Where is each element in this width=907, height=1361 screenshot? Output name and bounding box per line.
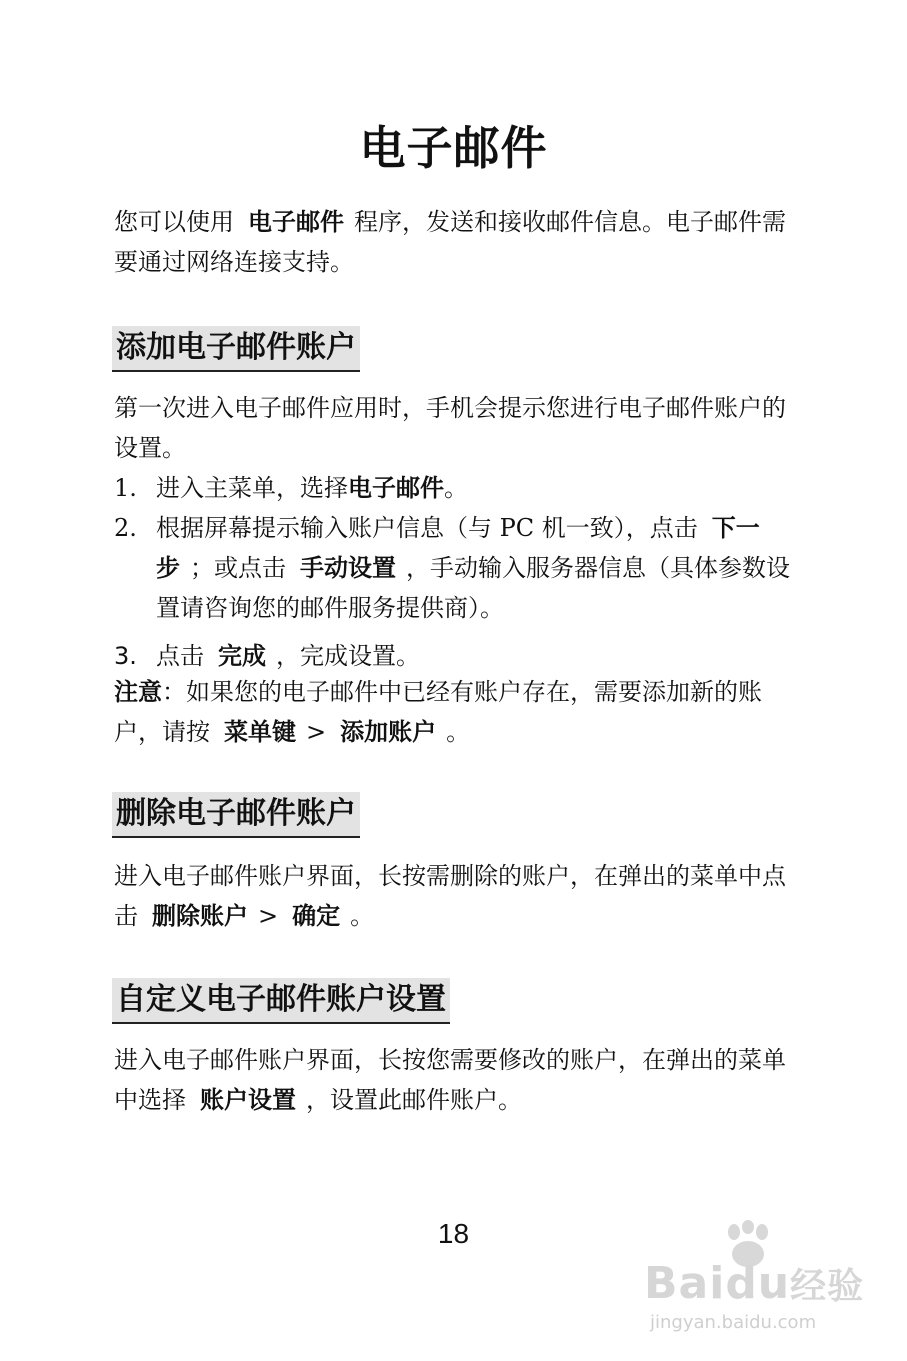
note-text: 如果您的电子邮件中已经有账户存在，需要添加新的账户，请按 bbox=[114, 678, 762, 746]
delete-separator: > bbox=[258, 902, 279, 930]
section-heading-add-account: 添加电子邮件账户 bbox=[112, 326, 360, 372]
delete-end: 。 bbox=[350, 902, 375, 930]
custom-settings-paragraph bbox=[114, 1040, 794, 1120]
step-text: 进入主菜单，选择 bbox=[156, 474, 348, 502]
brand-latin: Bai bbox=[644, 1258, 726, 1309]
intro-pre: 您可以使用 bbox=[114, 208, 234, 236]
section-heading-delete-account: 删除电子邮件账户 bbox=[112, 792, 360, 838]
step-text: 根据屏幕提示输入账户信息（与 PC 机一致），点击 bbox=[156, 514, 698, 542]
list-item bbox=[114, 636, 794, 676]
step-bold-term-2: 手动设置 bbox=[300, 554, 396, 582]
brand-cn: 经验 bbox=[790, 1266, 865, 1307]
step-text-mid: ；或点击 bbox=[190, 554, 286, 582]
note-separator: > bbox=[306, 718, 327, 746]
baidu-watermark bbox=[640, 1220, 870, 1340]
custom-text: 进入电子邮件账户界面，长按您需要修改的账户，在弹出的菜单中选择 bbox=[114, 1046, 786, 1114]
intro-paragraph bbox=[114, 202, 794, 282]
custom-end: ，设置此邮件账户。 bbox=[306, 1086, 522, 1114]
page-title: 电子邮件 bbox=[359, 121, 548, 175]
note-paragraph bbox=[114, 672, 794, 752]
note-end: 。 bbox=[446, 718, 471, 746]
setup-steps-list bbox=[114, 468, 794, 676]
step-number: 3. bbox=[114, 642, 137, 670]
delete-account-paragraph bbox=[114, 856, 794, 936]
baidu-brand bbox=[644, 1258, 864, 1309]
section-heading-custom-settings: 自定义电子邮件账户设置 bbox=[112, 978, 450, 1024]
watermark-url: jingyan.baidu.com bbox=[650, 1312, 817, 1333]
step-bold-term: 下一步 bbox=[156, 514, 760, 582]
step-bold-term: 完成 bbox=[218, 642, 266, 670]
add-account-intro: 第一次进入电子邮件应用时，手机会提示您进行电子邮件账户的设置。 bbox=[114, 394, 786, 462]
intro-post: 程序，发送和接收邮件信息。电子邮件需要通过网络连接支持。 bbox=[114, 208, 786, 276]
delete-text: 进入电子邮件账户界面，长按需删除的账户，在弹出的菜单中点击 bbox=[114, 862, 786, 930]
note-key-menu: 菜单键 bbox=[224, 718, 296, 746]
list-item bbox=[114, 468, 794, 508]
step-text-end: ，手动输入服务器信息（具体参数设置请咨询您的邮件服务提供商）。 bbox=[156, 554, 790, 622]
step-number: 2. bbox=[114, 514, 137, 542]
step-text-end: ，完成设置。 bbox=[276, 642, 420, 670]
custom-key-account-settings: 账户设置 bbox=[200, 1086, 296, 1114]
list-item bbox=[114, 508, 794, 628]
intro-app-name: 电子邮件 bbox=[248, 208, 344, 236]
delete-key-confirm: 确定 bbox=[292, 902, 341, 930]
note-label: 注意 bbox=[114, 678, 162, 706]
note-key-add-account: 添加账户 bbox=[340, 718, 437, 746]
page-number: 18 bbox=[437, 1218, 470, 1249]
step-text: 点击 bbox=[156, 642, 204, 670]
delete-key-delete-account: 删除账户 bbox=[152, 902, 248, 930]
step-number: 1. bbox=[114, 474, 137, 502]
note-colon: ： bbox=[162, 678, 186, 706]
step-bold-term: 电子邮件 bbox=[348, 474, 444, 502]
brand-du: du bbox=[725, 1258, 791, 1309]
step-text-end: 。 bbox=[444, 474, 468, 502]
